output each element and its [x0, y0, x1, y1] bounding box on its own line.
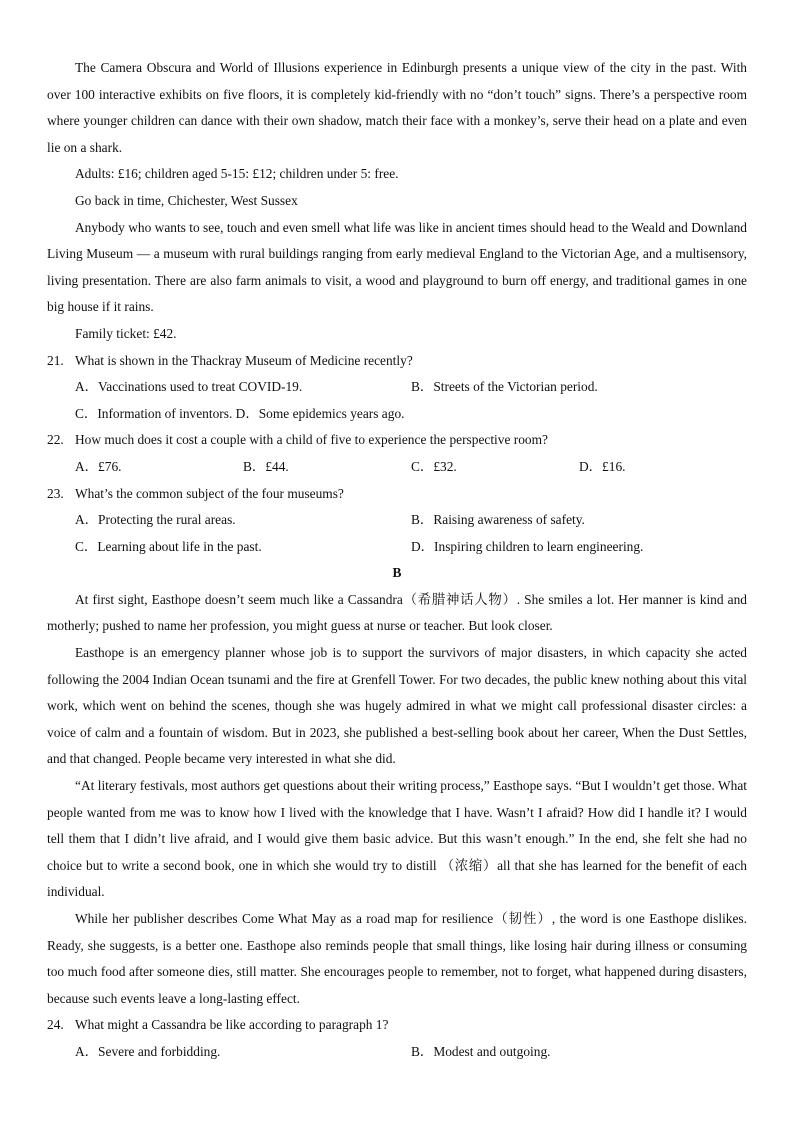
- option-a: A．Severe and forbidding.: [75, 1043, 221, 1059]
- passage-a-heading: Go back in time, Chichester, West Sussex: [75, 192, 298, 208]
- passage-a-paragraph-1: The Camera Obscura and World of Illusions experience in Edinburgh presents a unique view of the city in the past. With over 100 interactive exhibits on five floors, it is completely kid-friendly with no “don’t touch” signs. There’s a perspective room where younger children can dance with their own shadow, match their face with a monkey’s, serve their head on a plate and even lie on a shark.: [47, 60, 747, 155]
- question-text: How much does it cost a couple with a child of five to experience the perspective room?: [75, 432, 548, 448]
- passage-b-paragraph-1: At first sight, Easthope doesn’t seem much like a Cassandra（希腊神话人物）. She smiles a lot. Her manner is kind and motherly; pushed to name her profession, you might guess at nurse or teacher. But look closer.: [47, 591, 747, 634]
- options-row: [47, 374, 747, 401]
- question-number: 23.: [47, 485, 64, 501]
- passage-a-family-ticket: Family ticket: £42.: [75, 325, 177, 341]
- question-stem: [47, 348, 747, 375]
- question-stem: [47, 1012, 747, 1039]
- question-number: 21.: [47, 352, 64, 368]
- options-row: [47, 507, 747, 534]
- option-d: D．Inspiring children to learn engineering.: [411, 538, 644, 554]
- question-text: What is shown in the Thackray Museum of Medicine recently?: [75, 352, 413, 368]
- options-row: [47, 534, 747, 561]
- question-text: What’s the common subject of the four museums?: [75, 485, 344, 501]
- passage-b-paragraph-4: While her publisher describes Come What May as a road map for resilience（韧性）, the word is one Easthope dislikes. Ready, she suggests, is a better one. Easthope also reminds people that small things, like losing hair during illness or consuming too much food after someone dies, still matter. She encourages people to remember, not to forget, what happened during disasters, because such events leave a long-lasting effect.: [47, 911, 747, 1006]
- option-b: B．Modest and outgoing.: [411, 1043, 551, 1059]
- passage-b-paragraph-2: Easthope is an emergency planner whose job is to support the survivors of major disasters, in which capacity she acted following the 2004 Indian Ocean tsunami and the fire at Grenfell Tower. For two decades, the public knew nothing about this vital work, which went on behind the scenes, though she was hugely admired in what we might call professional disaster circles: a voice of calm and a fountain of wisdom. But in 2023, she published a best-selling book about her career, When the Dust Settles, and that changed. People became very interested in what she did.: [47, 645, 747, 767]
- options-row: [47, 454, 747, 481]
- option-b: B．Streets of the Victorian period.: [411, 379, 598, 395]
- passage-a-paragraph-2: Anybody who wants to see, touch and even smell what life was like in ancient times should head to the Weald and Downland Living Museum — a museum with rural buildings ranging from early medieval England to the Victorian Age, and a multisensory, living presentation. There are also farm animals to visit, a wood and playground to burn off energy, and traditional games in one big house if it rains.: [47, 219, 747, 315]
- option-a: A．£76.: [75, 458, 122, 474]
- options-row: [47, 1039, 747, 1066]
- question-number: 22.: [47, 432, 64, 448]
- option-d: D．£16.: [579, 458, 626, 474]
- section-heading: B: [392, 565, 402, 581]
- question-stem: [47, 427, 747, 454]
- option-b: B．£44.: [243, 458, 289, 474]
- options-row: [47, 401, 747, 428]
- option-c: C．£32.: [411, 458, 457, 474]
- option-a: A．Protecting the rural areas.: [75, 512, 236, 528]
- option-c-d: C．Information of inventors. D．Some epidemics years ago.: [75, 405, 405, 421]
- question-number: 24.: [47, 1017, 64, 1033]
- option-b: B．Raising awareness of safety.: [411, 512, 585, 528]
- question-text: What might a Cassandra be like according to paragraph 1?: [75, 1017, 389, 1033]
- option-a: A．Vaccinations used to treat COVID-19.: [75, 379, 303, 395]
- passage-a-prices: Adults: £16; children aged 5-15: £12; children under 5: free.: [75, 166, 399, 182]
- exam-page: [47, 55, 747, 1066]
- option-c: C．Learning about life in the past.: [75, 538, 262, 554]
- question-stem: [47, 481, 747, 508]
- passage-b-paragraph-3: “At literary festivals, most authors get questions about their writing process,” Easthope says. “But I wouldn’t get those. What people wanted from me was to know how I lived with the knowledge that I have. Wasn’t I afraid? How did I handle it? I would tell them that I didn’t live afraid, and I would give them basic advice. But this wasn’t enough.” In the end, she felt she had no choice but to write a second book, one in which she would try to distill （浓缩）all that she has learned for the benefit of each individual.: [47, 778, 747, 900]
